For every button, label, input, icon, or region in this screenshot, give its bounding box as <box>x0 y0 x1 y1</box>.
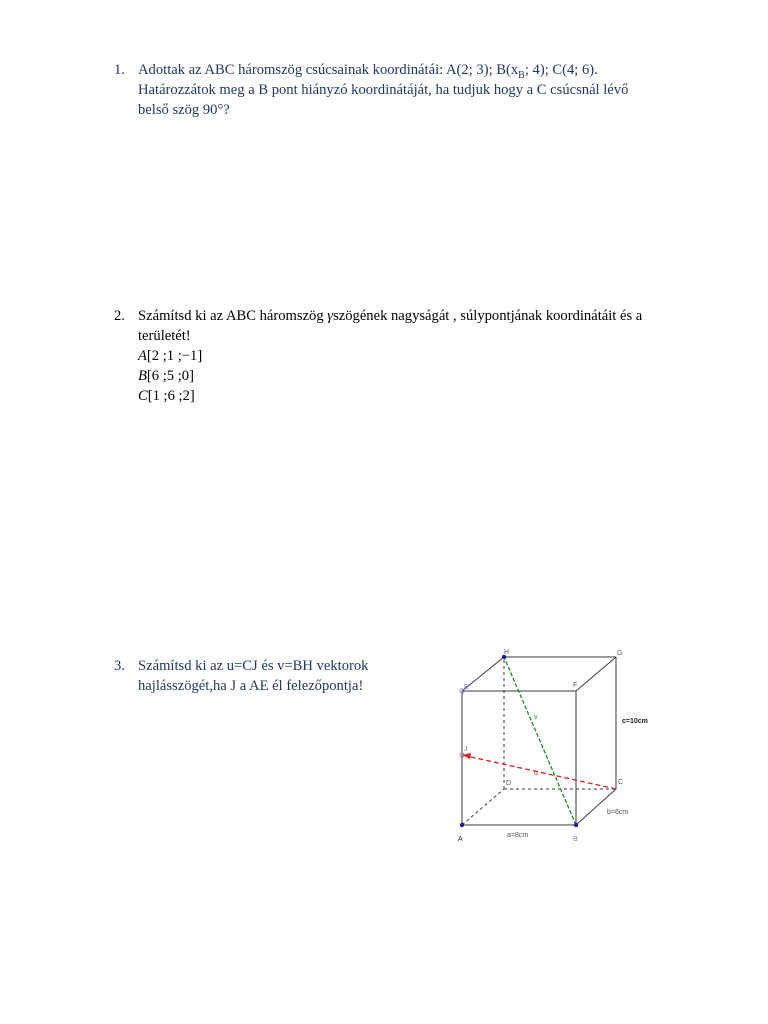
problem-2-line-1-b: szögének nagyságát , súlypontjának koordinátáit és a <box>333 308 643 324</box>
problem-2-line-2: területét! <box>138 328 191 344</box>
label-d: D <box>506 780 512 787</box>
cuboid-figure <box>450 645 680 845</box>
vector-u-line <box>462 755 616 789</box>
edge-ad <box>462 789 504 825</box>
label-dim-b: b=6cm <box>607 809 629 816</box>
label-dim-c: c=10cm <box>622 718 648 725</box>
label-v: v <box>534 714 538 721</box>
problem-3-text <box>138 656 418 696</box>
problem-1-line-1 <box>138 60 698 80</box>
problem-1-subscript: B <box>518 69 525 81</box>
point-a-coords: A[2 ;1 ;−1] <box>138 348 203 364</box>
problem-1-line-2: Határozzátok meg a B pont hiányzó koordinátáját, ha tudjuk hogy a C csúcsnál lévő <box>138 82 629 98</box>
edge-bc <box>576 789 616 825</box>
gamma-symbol: γ <box>327 308 334 324</box>
point-a <box>460 823 464 827</box>
point-a-label: A <box>138 348 147 364</box>
point-b-coords: B[6 ;5 ;0] <box>138 368 194 384</box>
problem-1-number: 1. <box>114 62 125 78</box>
problem-1-line-1-a: Adottak az ABC háromszög csúcsainak koordinátái: A(2; 3); B(x <box>138 62 519 78</box>
vector-v-line <box>504 657 576 825</box>
label-dim-a: a=8cm <box>507 832 529 839</box>
problem-2-text <box>138 306 698 406</box>
label-g: G <box>617 650 623 657</box>
point-a-values: 2 ;1 ;−1 <box>151 348 198 364</box>
label-e: E <box>464 684 469 691</box>
problem-3-line-1: Számítsd ki az u=CJ és v=BH vektorok <box>138 658 369 674</box>
problem-3-number: 3. <box>114 658 125 674</box>
problem-2-number: 2. <box>114 308 125 324</box>
label-h: H <box>504 649 510 656</box>
label-b: B <box>573 836 578 843</box>
vector-u-arrowhead <box>462 753 471 759</box>
label-j: J <box>464 746 468 753</box>
label-u: u <box>534 770 538 777</box>
point-c-coords: C[1 ;6 ;2] <box>138 388 195 404</box>
problem-1-line-3: belső szög 90°? <box>138 102 230 118</box>
problem-2-line-1 <box>138 306 698 326</box>
label-f: F <box>573 682 578 689</box>
problem-3-line-2: hajlásszögét,ha J a AE él felezőpontja! <box>138 678 364 694</box>
point-b <box>574 823 578 827</box>
point-b-label: B <box>138 368 147 384</box>
problem-1-text <box>138 60 698 120</box>
point-c-label: C <box>138 388 148 404</box>
edge-fg <box>576 657 616 691</box>
label-a: A <box>458 836 463 843</box>
label-c: C <box>618 779 624 786</box>
point-c-values: 1 ;6 ;2 <box>152 388 190 404</box>
problem-1-line-1-b: ; 4); C(4; 6). <box>524 62 598 78</box>
point-b-values: 6 ;5 ;0 <box>151 368 190 384</box>
problem-2-line-1-a: Számítsd ki az ABC háromszög <box>138 308 328 324</box>
